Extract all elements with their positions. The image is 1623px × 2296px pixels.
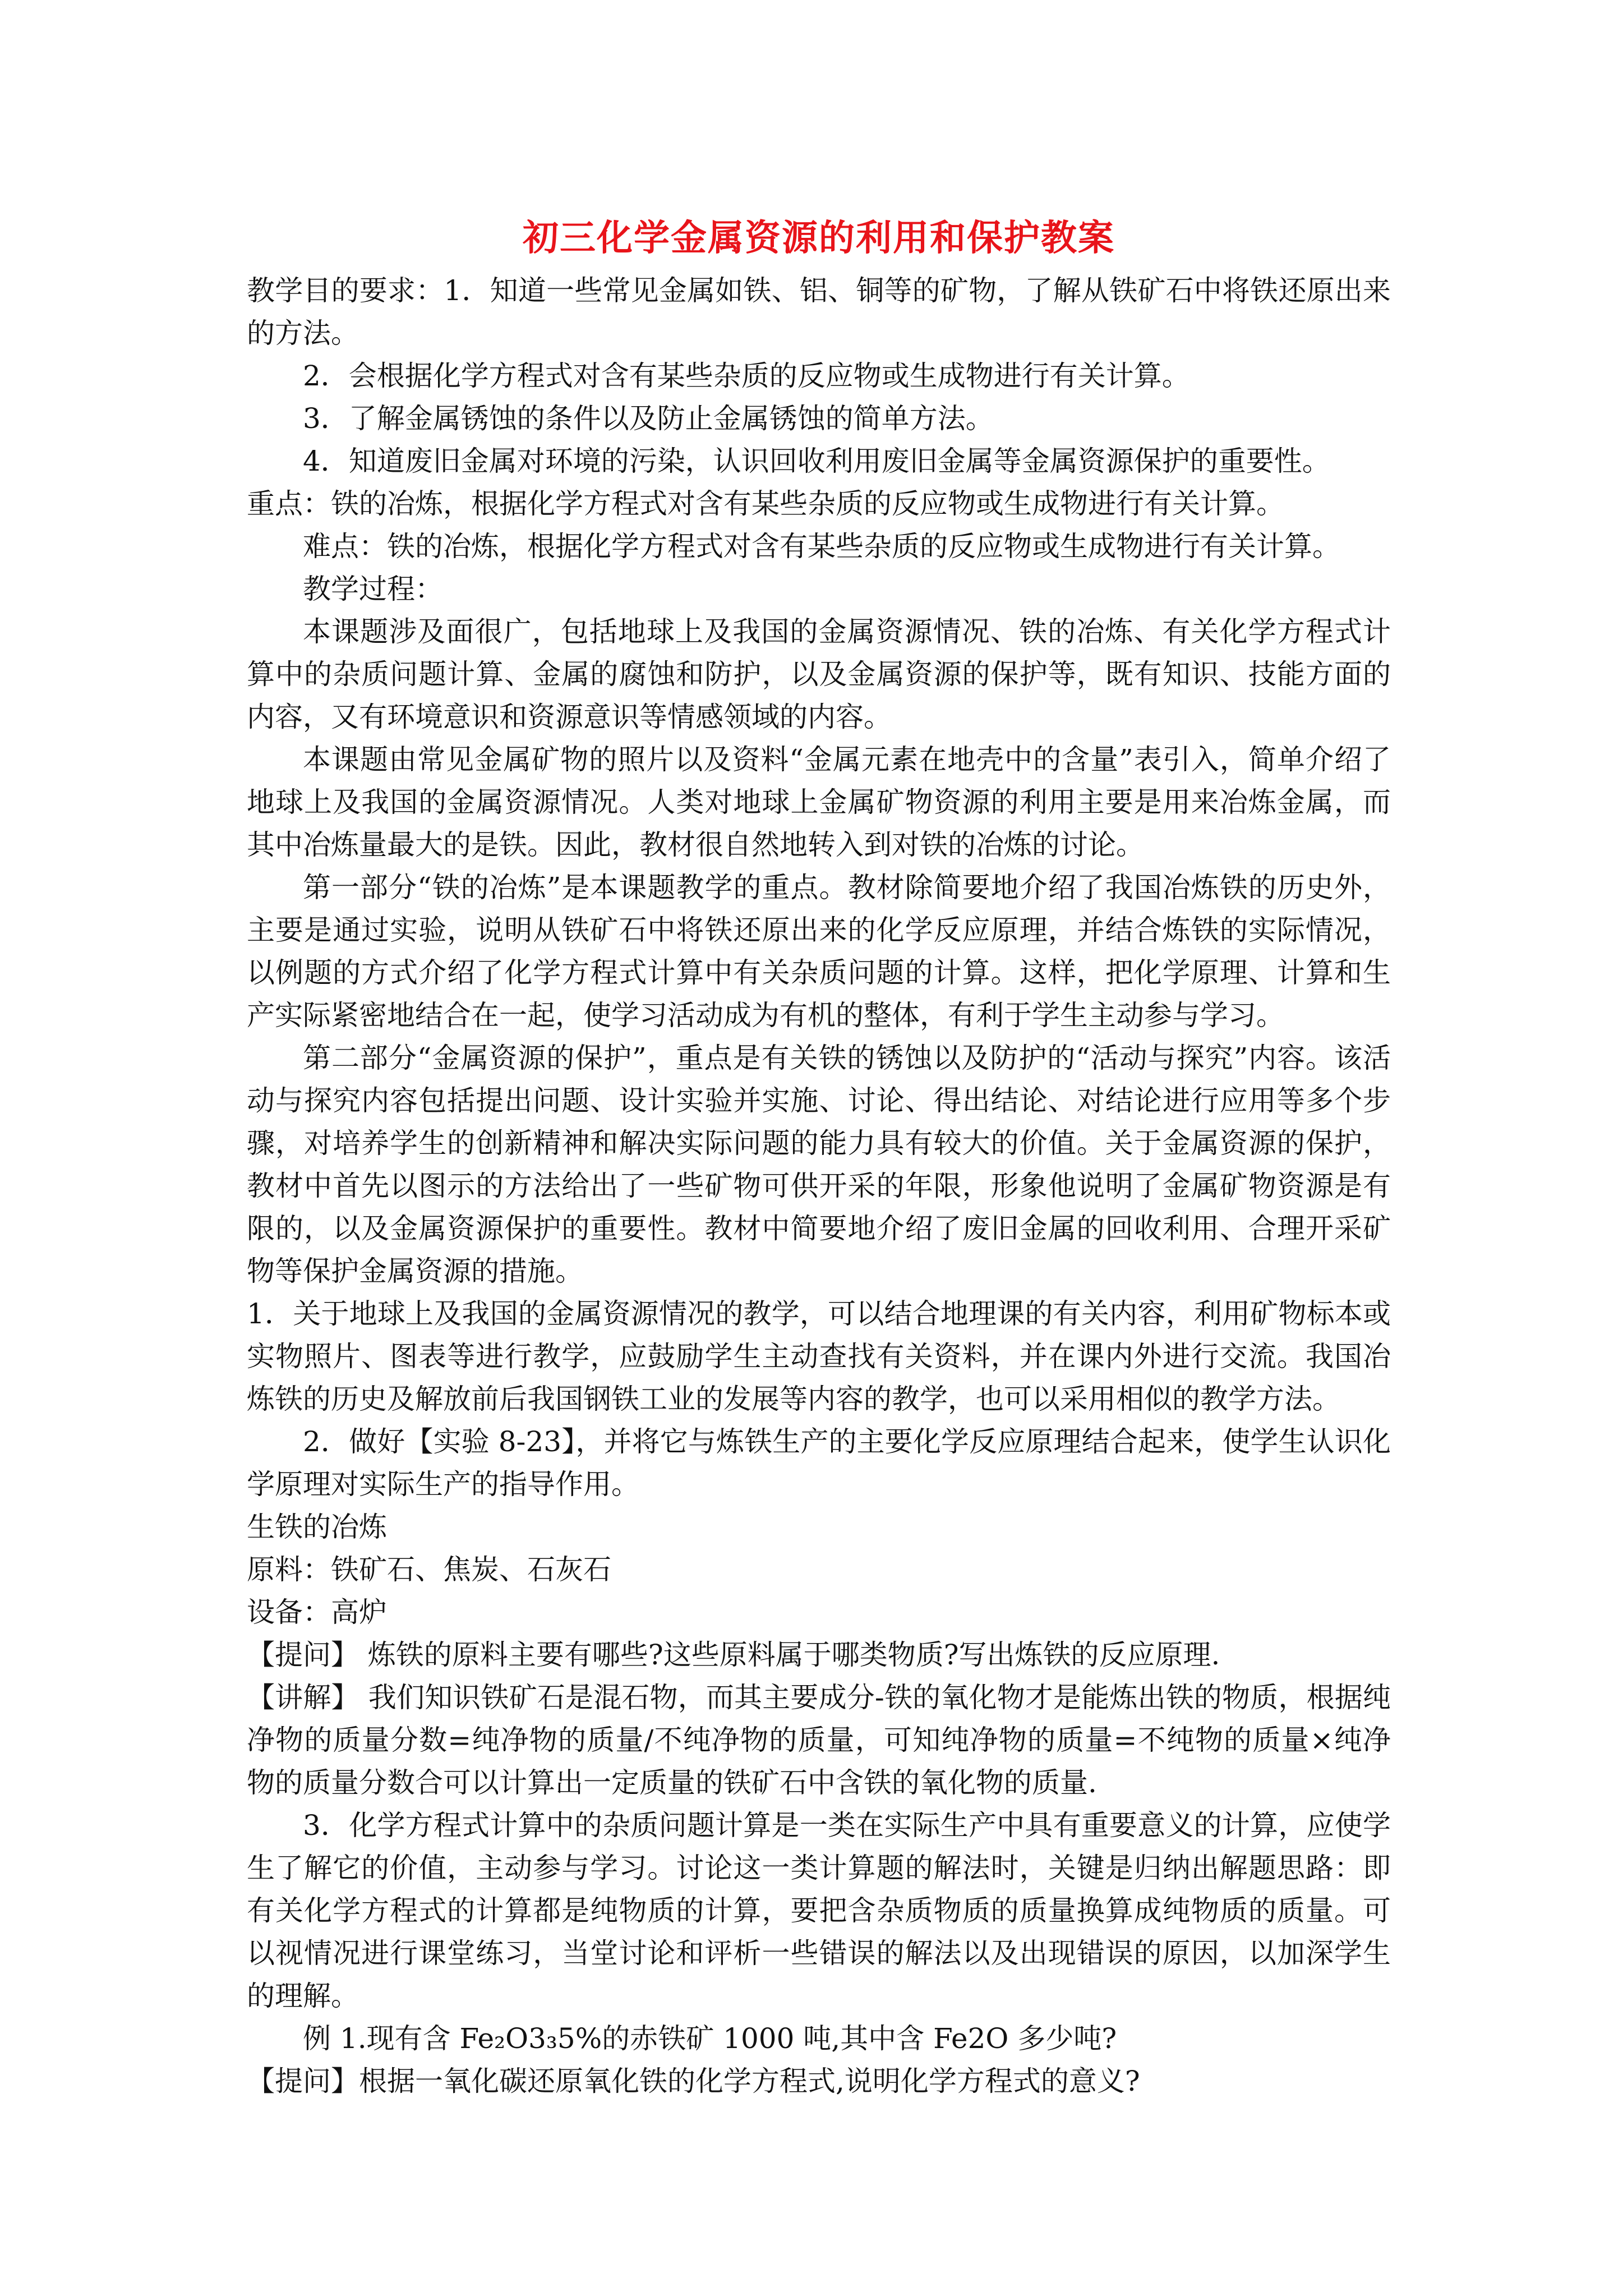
paragraph: 原料：铁矿石、焦炭、石灰石 bbox=[247, 1553, 611, 1586]
paragraph: 例 1.现有含 Fe₂O3₃5%的赤铁矿 1000 吨,其中含 Fe2O 多少吨? bbox=[303, 2022, 1117, 2055]
paragraph: 本课题由常见金属矿物的照片以及资料“金属元素在地壳中的含量”表引入，简单介绍了地球上及我国的金属资源情况。人类对地球上金属矿物资源的利用主要是用来冶炼金属，而其中冶炼量最大的是铁。因此，教材很自然地转入到对铁的冶炼的讨论。 bbox=[247, 743, 1391, 861]
paragraph: 2．会根据化学方程式对含有某些杂质的反应物或生成物进行有关计算。 bbox=[303, 360, 1190, 392]
paragraph: 生铁的冶炼 bbox=[247, 1511, 387, 1543]
paragraph: 4．知道废旧金属对环境的污染，认识回收利用废旧金属等金属资源保护的重要性。 bbox=[303, 445, 1330, 477]
paragraph: 【提问】根据一氧化碳还原氧化铁的化学方程式,说明化学方程式的意义? bbox=[247, 2065, 1140, 2097]
paragraph: 3．了解金属锈蚀的条件以及防止金属锈蚀的简单方法。 bbox=[303, 402, 994, 435]
paragraph: 【讲解】 我们知识铁矿石是混石物，而其主要成分-铁的氧化物才是能炼出铁的物质，根据纯净物的质量分数=纯净物的质量/不纯净物的质量，可知纯净物的质量=不纯物的质量×纯净物的质量分数合可以计算出一定质量的铁矿石中含铁的氧化物的质量. bbox=[247, 1681, 1391, 1799]
document-page bbox=[247, 208, 1391, 2102]
document-body bbox=[247, 269, 1391, 2102]
paragraph: 本课题涉及面很广，包括地球上及我国的金属资源情况、铁的冶炼、有关化学方程式计算中的杂质问题计算、金属的腐蚀和防护，以及金属资源的保护等，既有知识、技能方面的内容，又有环境意识和资源意识等情感领域的内容。 bbox=[247, 615, 1391, 733]
paragraph: 第二部分“金属资源的保护”，重点是有关铁的锈蚀以及防护的“活动与探究”内容。该活动与探究内容包括提出问题、设计实验并实施、讨论、得出结论、对结论进行应用等多个步骤，对培养学生的创新精神和解决实际问题的能力具有较大的价值。关于金属资源的保护，教材中首先以图示的方法给出了一些矿物可供开采的年限，形象他说明了金属矿物资源是有限的，以及金属资源保护的重要性。教材中简要地介绍了废旧金属的回收利用、合理开采矿物等保护金属资源的措施。 bbox=[247, 1042, 1391, 1287]
paragraph: 2．做好【实验 8-23】，并将它与炼铁生产的主要化学反应原理结合起来，使学生认识化学原理对实际生产的指导作用。 bbox=[247, 1425, 1391, 1501]
paragraph: 第一部分“铁的冶炼”是本课题教学的重点。教材除简要地介绍了我国冶炼铁的历史外，主要是通过实验，说明从铁矿石中将铁还原出来的化学反应原理，并结合炼铁的实际情况，以例题的方式介绍了化学方程式计算中有关杂质问题的计算。这样，把化学原理、计算和生产实际紧密地结合在一起，使学习活动成为有机的整体，有利于学生主动参与学习。 bbox=[247, 871, 1391, 1032]
paragraph: 【提问】 炼铁的原料主要有哪些?这些原料属于哪类物质?写出炼铁的反应原理. bbox=[247, 1639, 1220, 1671]
paragraph: 重点：铁的冶炼，根据化学方程式对含有某些杂质的反应物或生成物进行有关计算。 bbox=[247, 487, 1284, 520]
paragraph: 3．化学方程式计算中的杂质问题计算是一类在实际生产中具有重要意义的计算，应使学生了解它的价值，主动参与学习。讨论这一类计算题的解法时，关键是归纳出解题思路：即有关化学方程式的计算都是纯物质的计算，要把含杂质物质的质量换算成纯物质的质量。可以视情况进行课堂练习，当堂讨论和评析一些错误的解法以及出现错误的原因，以加深学生的理解。 bbox=[247, 1809, 1391, 2012]
paragraph: 1．关于地球上及我国的金属资源情况的教学，可以结合地理课的有关内容，利用矿物标本或实物照片、图表等进行教学，应鼓励学生主动查找有关资料，并在课内外进行交流。我国冶炼铁的历史及解放前后我国钢铁工业的发展等内容的教学，也可以采用相似的教学方法。 bbox=[247, 1297, 1391, 1415]
document-title: 初三化学金属资源的利用和保护教案 bbox=[523, 218, 1115, 259]
paragraph: 教学目的要求：1．知道一些常见金属如铁、铝、铜等的矿物，了解从铁矿石中将铁还原出来的方法。 bbox=[247, 274, 1391, 349]
paragraph: 设备：高炉 bbox=[247, 1596, 387, 1628]
paragraph: 教学过程： bbox=[303, 573, 443, 605]
paragraph: 难点：铁的冶炼，根据化学方程式对含有某些杂质的反应物或生成物进行有关计算。 bbox=[303, 530, 1340, 563]
